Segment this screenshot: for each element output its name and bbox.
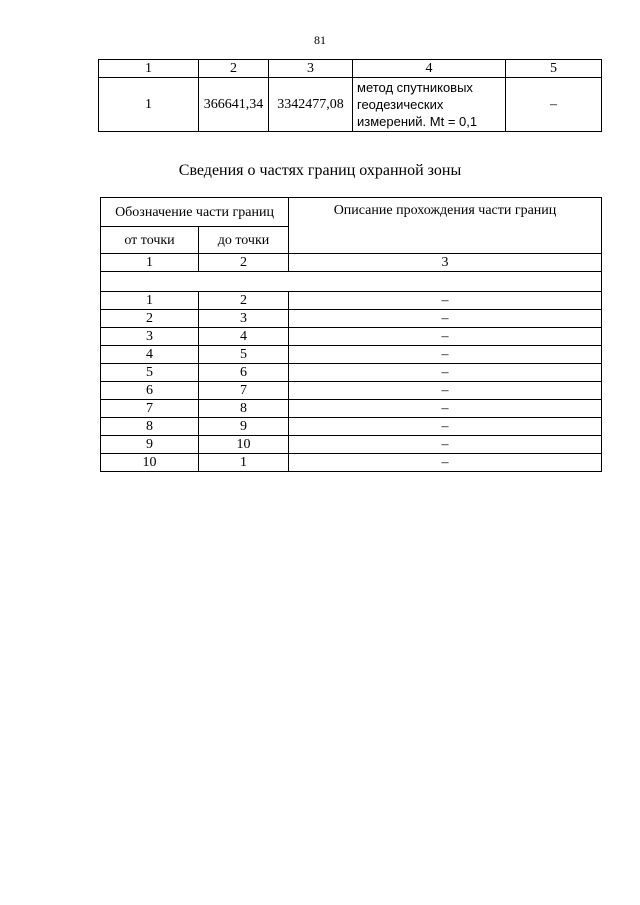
column-number-cell: 1 <box>101 254 199 272</box>
table-row <box>101 292 602 310</box>
parts-number-row <box>101 254 602 272</box>
description-cell: – <box>289 418 602 436</box>
note-cell: – <box>506 78 602 132</box>
from-point-cell: 2 <box>101 310 199 328</box>
method-line: измерений. Mt = 0,1 <box>357 114 478 129</box>
table-row <box>101 454 602 472</box>
to-point-cell: 2 <box>199 292 289 310</box>
point-number-cell: 1 <box>99 78 199 132</box>
coordinates-data-row <box>99 78 602 132</box>
y-coordinate-cell: 3342477,08 <box>269 78 353 132</box>
table-row <box>101 346 602 364</box>
to-point-cell: 4 <box>199 328 289 346</box>
column-number-cell: 4 <box>353 60 506 78</box>
description-cell: – <box>289 328 602 346</box>
boundary-parts-table <box>100 197 602 472</box>
method-cell <box>353 78 506 132</box>
table-row <box>101 436 602 454</box>
blank-cell <box>101 272 602 292</box>
parts-rows <box>101 292 602 472</box>
to-point-cell: 5 <box>199 346 289 364</box>
column-number-cell: 3 <box>269 60 353 78</box>
to-point-header: до точки <box>199 227 289 254</box>
description-cell: – <box>289 310 602 328</box>
from-point-cell: 7 <box>101 400 199 418</box>
from-point-cell: 4 <box>101 346 199 364</box>
from-point-cell: 1 <box>101 292 199 310</box>
column-number-cell: 2 <box>199 254 289 272</box>
description-cell: – <box>289 382 602 400</box>
parts-header-row <box>101 198 602 227</box>
description-cell: – <box>289 400 602 418</box>
coordinates-table <box>98 59 602 132</box>
table-row <box>101 418 602 436</box>
table-row <box>101 310 602 328</box>
method-line: метод спутниковых <box>357 80 473 95</box>
table-row <box>101 328 602 346</box>
description-cell: – <box>289 364 602 382</box>
from-point-cell: 3 <box>101 328 199 346</box>
to-point-cell: 6 <box>199 364 289 382</box>
column-number-cell: 2 <box>199 60 269 78</box>
to-point-cell: 7 <box>199 382 289 400</box>
description-cell: – <box>289 436 602 454</box>
to-point-cell: 10 <box>199 436 289 454</box>
table-row <box>101 400 602 418</box>
table-row <box>101 364 602 382</box>
description-header: Описание прохождения части границ <box>289 198 602 254</box>
column-number-cell: 5 <box>506 60 602 78</box>
from-point-cell: 6 <box>101 382 199 400</box>
from-point-cell: 5 <box>101 364 199 382</box>
description-cell: – <box>289 292 602 310</box>
to-point-cell: 9 <box>199 418 289 436</box>
x-coordinate-cell: 366641,34 <box>199 78 269 132</box>
description-cell: – <box>289 346 602 364</box>
method-line: геодезических <box>357 97 444 112</box>
to-point-cell: 1 <box>199 454 289 472</box>
column-number-cell: 1 <box>99 60 199 78</box>
description-cell: – <box>289 454 602 472</box>
from-point-cell: 10 <box>101 454 199 472</box>
table-row <box>101 382 602 400</box>
coordinates-header-row <box>99 60 602 78</box>
blank-row <box>101 272 602 292</box>
to-point-cell: 8 <box>199 400 289 418</box>
page-number: 81 <box>314 33 326 47</box>
from-point-cell: 9 <box>101 436 199 454</box>
section-title: Сведения о частях границ охранной зоны <box>178 162 462 179</box>
column-number-cell: 3 <box>289 254 602 272</box>
to-point-cell: 3 <box>199 310 289 328</box>
designation-header: Обозначение части границ <box>101 198 289 227</box>
from-point-cell: 8 <box>101 418 199 436</box>
from-point-header: от точки <box>101 227 199 254</box>
